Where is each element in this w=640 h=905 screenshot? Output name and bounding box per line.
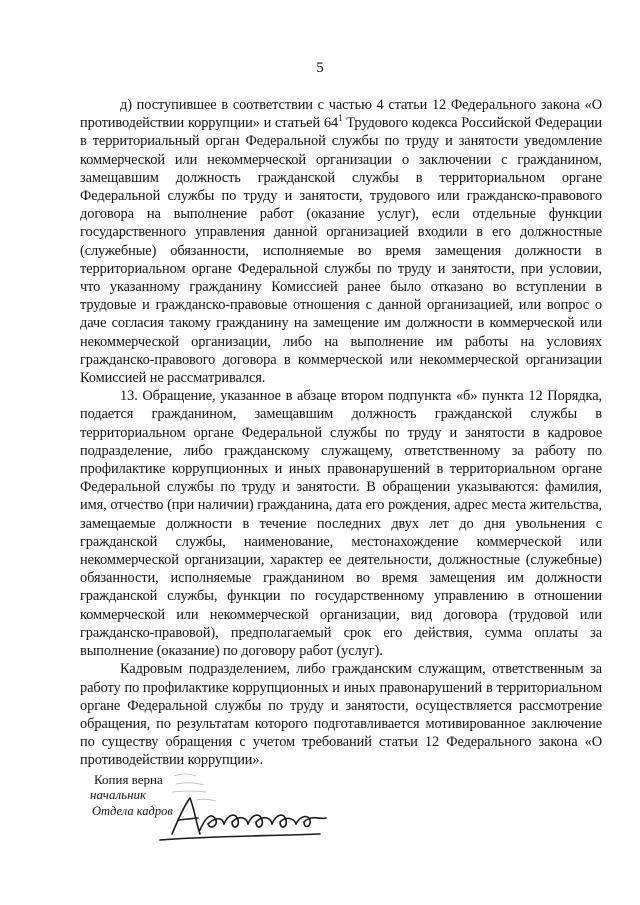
paragraph-review: Кадровым подразделением, либо гражданским служащим, ответственным за работу по профилактике коррупционных и иных правонарушений в территориальном органе Федеральной службы по труду и занятости, осуществляется рассмотрение обращения, по результатам которого подготавливается мотивированное заключение по существу обращения с учетом требований статьи 12 Федерального закона «О противодействии коррупции». — [80, 661, 602, 769]
article-superscript: 1 — [338, 113, 343, 124]
hr-department-label: Отдела кадров — [92, 804, 173, 818]
paragraph-item-d-part2: Трудового кодекса Российской Федерации в территориальный орган Федеральной службы по труду и занятости уведомление коммерческой или некоммерческой организации о заключении с гражданином, замещавшим должность гражданской службы в территориальном органе Федеральной службы по труду и занятости, трудового или гражданско-правового договора на выполнение работ (оказание услуг), если отдельные функции государственного управления данной организацией входили в его должностные (служебные) обязанности, исполняемые во время замещения должности в территориальном органе Федеральной службы по труду и занятости, при условии, что указанному гражданину Комиссией ранее было отказано во вступлении в трудовые и гражданско-правовые отношения с данной организацией, или вопрос о даче согласия такому гражданину на замещение им должности в коммерческой или некоммерческой организации, либо на выполнение им работы на условиях гражданско-правового договора в коммерческой или некоммерческой организации Комиссией не рассматривался. — [80, 115, 602, 387]
document-body — [80, 96, 602, 770]
page-number: 5 — [316, 60, 324, 76]
paragraph-13: 13. Обращение, указанное в абзаце втором подпункта «б» пункта 12 Порядка, подается гражданином, замещавшим должность гражданской службы в территориальном органе Федеральной службы по труду и занятости в кадровое подразделение, либо гражданскому служащему, ответственному за работу по профилактике коррупционных и иных правонарушений в территориальном органе Федеральной службы по труду и занятости. В обращении указываются: фамилия, имя, отчество (при наличии) гражданина, дата его рождения, адрес места жительства, замещаемые должности в течение последних двух лет до дня увольнения с гражданской службы, наименование, местонахождение коммерческой или некоммерческой организации, характер ее деятельности, должностные (служебные) обязанности, исполняемые гражданином во время замещения им должности гражданской службы, функции по государственному управлению в отношении коммерческой или некоммерческой организации, вид договора (трудовой или гражданско-правовой), предполагаемый срок его действия, сумма оплаты за выполнение (оказание) по договору работ (услуг). — [80, 388, 602, 660]
head-title-label: начальник — [90, 787, 147, 802]
handwritten-signature — [150, 790, 340, 846]
paragraph-item-d-part1: д) поступившее в соответствии с частью 4 статьи 12 Федерального закона «О противодействии коррупции» и статьей 64 — [80, 97, 602, 132]
paragraph-item-d — [80, 96, 602, 387]
copy-true-label: Копия верна — [94, 772, 163, 787]
